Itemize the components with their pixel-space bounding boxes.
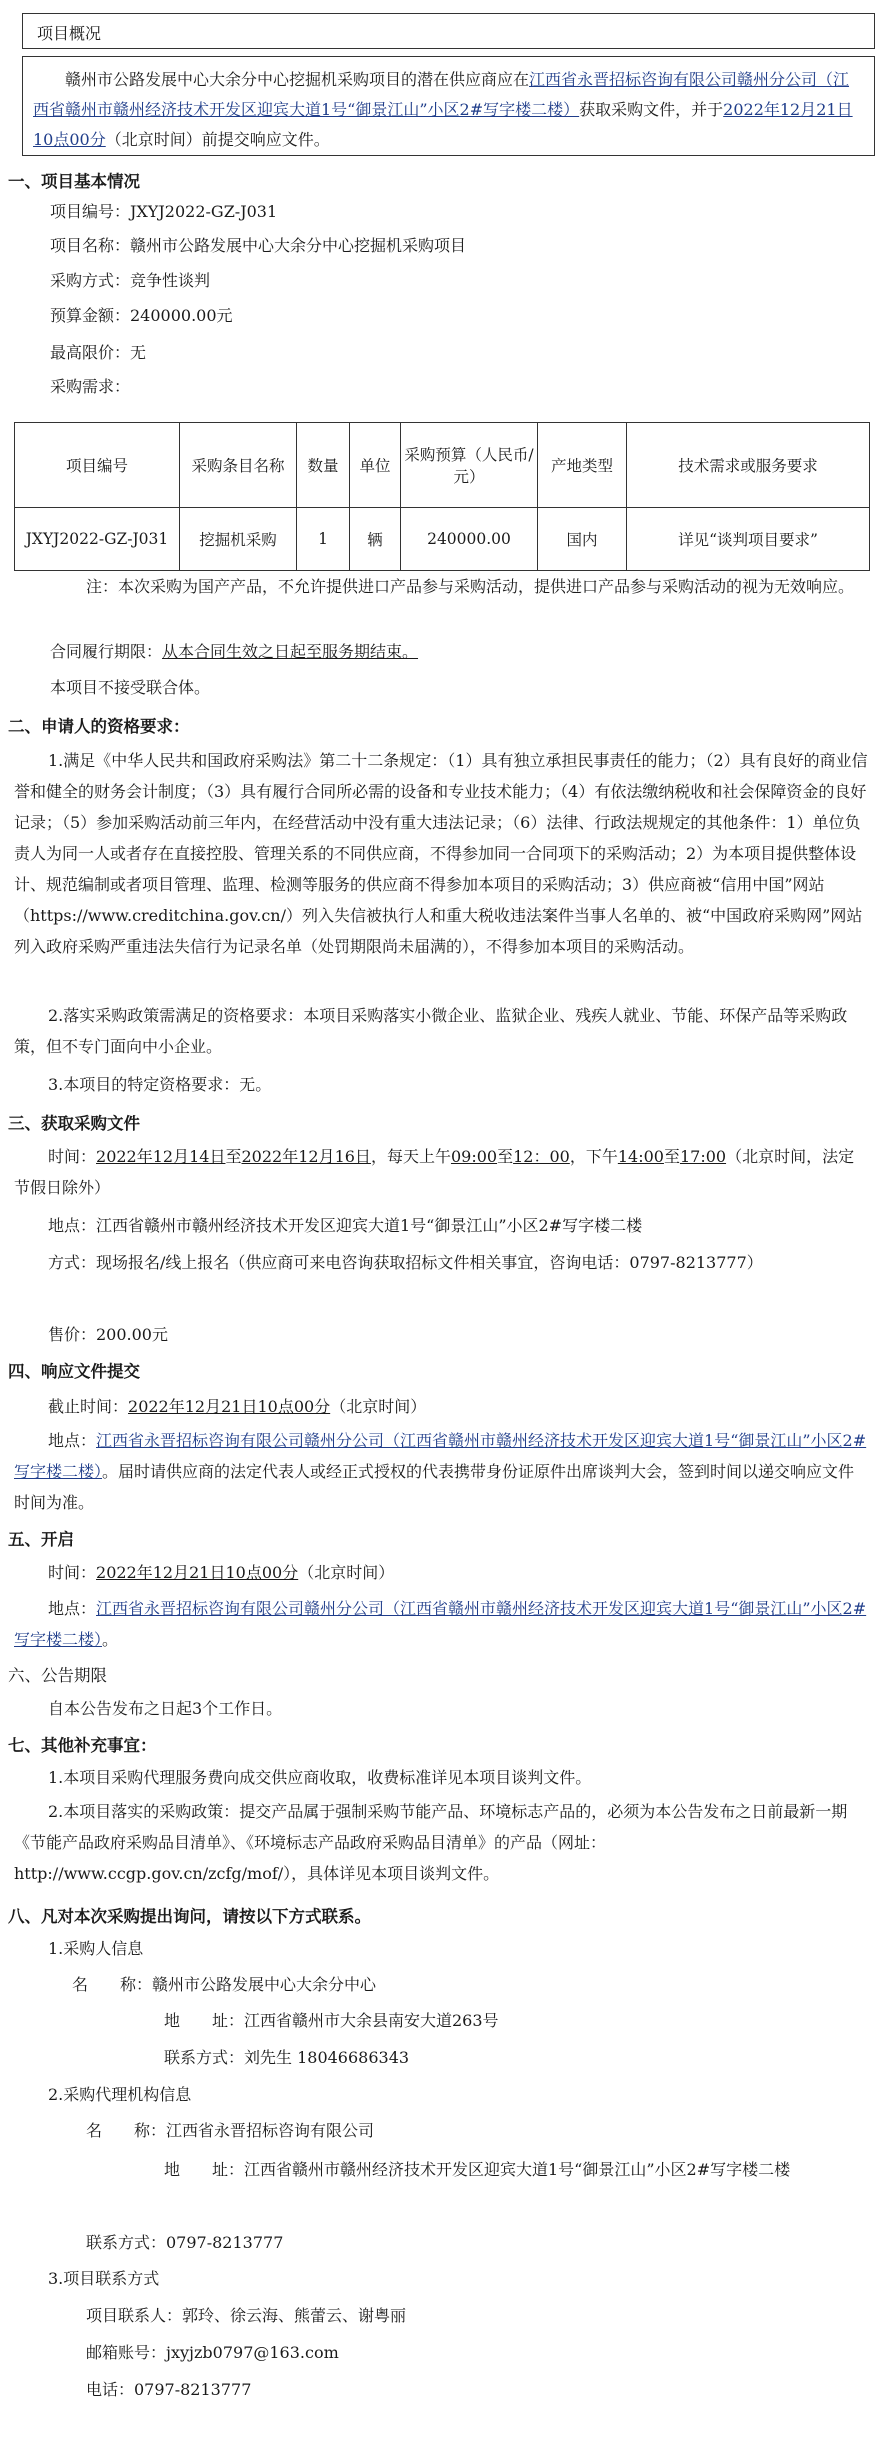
summary-text-3: （北京时间）前提交响应文件。	[105, 130, 330, 149]
table-cell: JXYJ2022-GZ-J031	[15, 508, 180, 571]
table-header-row	[15, 423, 870, 508]
purchase-time-label: 时间：	[48, 1147, 97, 1166]
opening-time-value: 2022年12月21日10点00分	[96, 1563, 299, 1582]
summary-text-1: 赣州市公路发展中心大余分中心挖掘机采购项目的潜在供应商应在	[65, 70, 530, 89]
purchase-place: 地点：江西省赣州市赣州经济技术开发区迎宾大道1号“御景江山”小区2#写字楼二楼	[48, 1216, 643, 1235]
table-header-cell: 产地类型	[538, 423, 627, 508]
submission-deadline	[48, 1394, 426, 1417]
purchase-way: 方式：现场报名/线上报名（供应商可来电咨询获取招标文件相关事宜，咨询电话：0797-8213777）	[48, 1253, 763, 1272]
budget-amount: 预算金额：240000.00元	[50, 306, 233, 325]
purchase-start-date: 2022年12月14日	[96, 1147, 226, 1166]
table-header-cell: 项目编号	[15, 423, 180, 508]
table-cell: 国内	[538, 508, 627, 571]
project-name: 项目名称：赣州市公路发展中心大余分中心挖掘机采购项目	[50, 236, 467, 255]
qualification-3: 3.本项目的特定资格要求：无。	[48, 1075, 272, 1094]
overview-summary	[22, 56, 875, 156]
overview-title: 项目概况	[22, 13, 875, 49]
purchase-am-start: 09:00	[450, 1147, 498, 1166]
purchase-time	[14, 1141, 870, 1203]
table-header-cell: 采购预算（人民币/元）	[401, 423, 538, 508]
project-contacts: 项目联系人：郭玲、徐云海、熊蕾云、谢粤丽	[86, 2306, 407, 2325]
table-header-cell: 数量	[297, 423, 350, 508]
agent-name: 名 称：江西省永晋招标咨询有限公司	[86, 2121, 375, 2140]
purchase-am-label: ，每天上午	[370, 1147, 451, 1166]
opening-place-label: 地点：	[48, 1599, 97, 1618]
purchase-price: 售价：200.00元	[48, 1325, 168, 1344]
purchase-pm-label: ，下午	[569, 1147, 618, 1166]
buyer-info-heading: 1.采购人信息	[48, 1939, 144, 1958]
opening-place-address: 江西省永晋招标咨询有限公司赣州分公司（江西省赣州市赣州经济技术开发区迎宾大道1号“御景江山”小区2#写字楼二楼）	[14, 1599, 867, 1649]
procurement-method: 采购方式：竞争性谈判	[50, 271, 211, 290]
consortium-note: 本项目不接受联合体。	[50, 678, 211, 697]
section-5-heading: 五、开启	[8, 1530, 74, 1549]
table-header-cell: 技术需求或服务要求	[627, 423, 870, 508]
agent-info-heading: 2.采购代理机构信息	[48, 2085, 192, 2104]
max-price: 最高限价：无	[50, 343, 147, 362]
purchase-am-to: 至	[497, 1147, 514, 1166]
opening-place-tail: 。	[102, 1630, 119, 1649]
summary-text-2: 获取采购文件，并于	[579, 100, 724, 119]
table-cell: 240000.00	[401, 508, 538, 571]
submission-place-address: 江西省永晋招标咨询有限公司赣州分公司（江西省赣州市赣州经济技术开发区迎宾大道1号“御景江山”小区2#写字楼二楼）	[14, 1431, 867, 1481]
table-header-cell: 单位	[350, 423, 401, 508]
agent-contact: 联系方式：0797-8213777	[86, 2233, 284, 2252]
submission-place	[14, 1425, 870, 1518]
opening-time-label: 时间：	[48, 1563, 97, 1582]
contact-phone: 电话：0797-8213777	[86, 2380, 252, 2399]
table-cell: 1	[297, 508, 350, 571]
qualification-2: 2.落实采购政策需满足的资格要求：本项目采购落实小微企业、监狱企业、残疾人就业、节能、环保产品等采购政策，但不专门面向中小企业。	[14, 1006, 848, 1056]
supplement-1: 1.本项目采购代理服务费向成交供应商收取，收费标准详见本项目谈判文件。	[48, 1768, 592, 1787]
table-cell: 辆	[350, 508, 401, 571]
submission-deadline-value: 2022年12月21日10点00分	[128, 1397, 331, 1416]
qualification-1: 1.满足《中华人民共和国政府采购法》第二十二条规定：（1）具有独立承担民事责任的能力；（2）具有良好的商业信誉和健全的财务会计制度；（3）具有履行合同所必需的设备和专业技术能力；（4）有依法缴纳税收和社会保障资金的良好记录；（5）参加采购活动前三年内，在经营活动中没有重大违法记录；（6）法律、行政法规规定的其他条件：1）单位负责人为同一人或者存在直接控股、管理关系的不同供应商，不得参加同一合同项下的采购活动；2）为本项目提供整体设计、规范编制或者项目管理、监理、检测等服务的供应商不得参加本项目的采购活动；3）供应商被“信用中国”网站（https://www.creditchina.gov.cn/）列入失信被执行人和重大税收违法案件当事人名单的、被“中国政府采购网”网站列入政府采购严重违法失信行为记录名单（处罚期限尚未届满的），不得参加本项目的采购活动。	[14, 751, 868, 956]
table-row	[15, 508, 870, 571]
opening-bj: （北京时间）	[298, 1563, 395, 1582]
project-contact-heading: 3.项目联系方式	[48, 2269, 160, 2288]
table-cell: 详见“谈判项目要求”	[627, 508, 870, 571]
procurement-demand-label: 采购需求：	[50, 377, 131, 396]
purchase-time-tail: （北京时间，法定节假日除外）	[14, 1147, 855, 1197]
section-3-heading: 三、获取采购文件	[8, 1114, 140, 1133]
contract-term-value: 从本合同生效之日起至服务期结束。	[162, 642, 419, 661]
submission-bj: （北京时间）	[330, 1397, 427, 1416]
submission-place-label: 地点：	[48, 1431, 97, 1450]
buyer-contact: 联系方式：刘先生 18046686343	[164, 2048, 410, 2067]
table-header-cell: 采购条目名称	[180, 423, 297, 508]
table-cell: 挖掘机采购	[180, 508, 297, 571]
section-2-heading: 二、申请人的资格要求：	[8, 717, 190, 736]
purchase-end-date: 2022年12月16日	[241, 1147, 371, 1166]
section-7-heading: 七、其他补充事宜：	[8, 1736, 157, 1755]
contact-email: 邮箱账号：jxyjzb0797@163.com	[86, 2343, 339, 2362]
purchase-pm-end: 17:00	[679, 1147, 727, 1166]
purchase-am-end: 12：00	[513, 1147, 570, 1166]
announcement-period: 自本公告发布之日起3个工作日。	[48, 1699, 283, 1718]
import-note: 注：本次采购为国产产品，不允许提供进口产品参与采购活动，提供进口产品参与采购活动的视为无效响应。	[86, 577, 855, 596]
supplement-2: 2.本项目落实的采购政策：提交产品属于强制采购节能产品、环境标志产品的，必须为本公告发布之日前最新一期《节能产品政府采购品目清单》、《环境标志产品政府采购品目清单》的产品（网址：http://www.ccgp.gov.cn/zcfg/mof/），具体详见本项目谈判文件。	[14, 1802, 848, 1883]
summary-agency-address: 江西省永晋招标咨询有限公司赣州分公司（江西省赣州市赣州经济技术开发区迎宾大道1号“御景江山”小区2#写字楼二楼）	[33, 70, 850, 119]
submission-place-tail: 。届时请供应商的法定代表人或经正式授权的代表携带身份证原件出席谈判大会，签到时间以递交响应文件时间为准。	[14, 1462, 855, 1512]
purchase-pm-to: 至	[663, 1147, 680, 1166]
procurement-table	[14, 422, 870, 571]
contract-term	[50, 639, 418, 662]
opening-time	[48, 1560, 394, 1583]
buyer-name: 名 称：赣州市公路发展中心大余分中心	[72, 1975, 377, 1994]
agent-address: 地 址：江西省赣州市赣州经济技术开发区迎宾大道1号“御景江山”小区2#写字楼二楼	[164, 2160, 791, 2179]
section-8-heading: 八、凡对本次采购提出询问，请按以下方式联系。	[8, 1907, 371, 1926]
summary-deadline: 2022年12月21日10点00分	[33, 100, 853, 149]
section-1-heading: 一、项目基本情况	[8, 172, 140, 191]
section-6-heading: 六、公告期限	[8, 1666, 107, 1685]
section-4-heading: 四、响应文件提交	[8, 1362, 140, 1381]
purchase-pm-start: 14:00	[617, 1147, 664, 1166]
submission-deadline-label: 截止时间：	[48, 1397, 129, 1416]
buyer-address: 地 址：江西省赣州市大余县南安大道263号	[164, 2011, 499, 2030]
project-number: 项目编号：JXYJ2022-GZ-J031	[50, 202, 278, 221]
opening-place	[14, 1593, 870, 1655]
purchase-to: 至	[225, 1147, 242, 1166]
contract-term-label: 合同履行期限：	[50, 642, 163, 661]
